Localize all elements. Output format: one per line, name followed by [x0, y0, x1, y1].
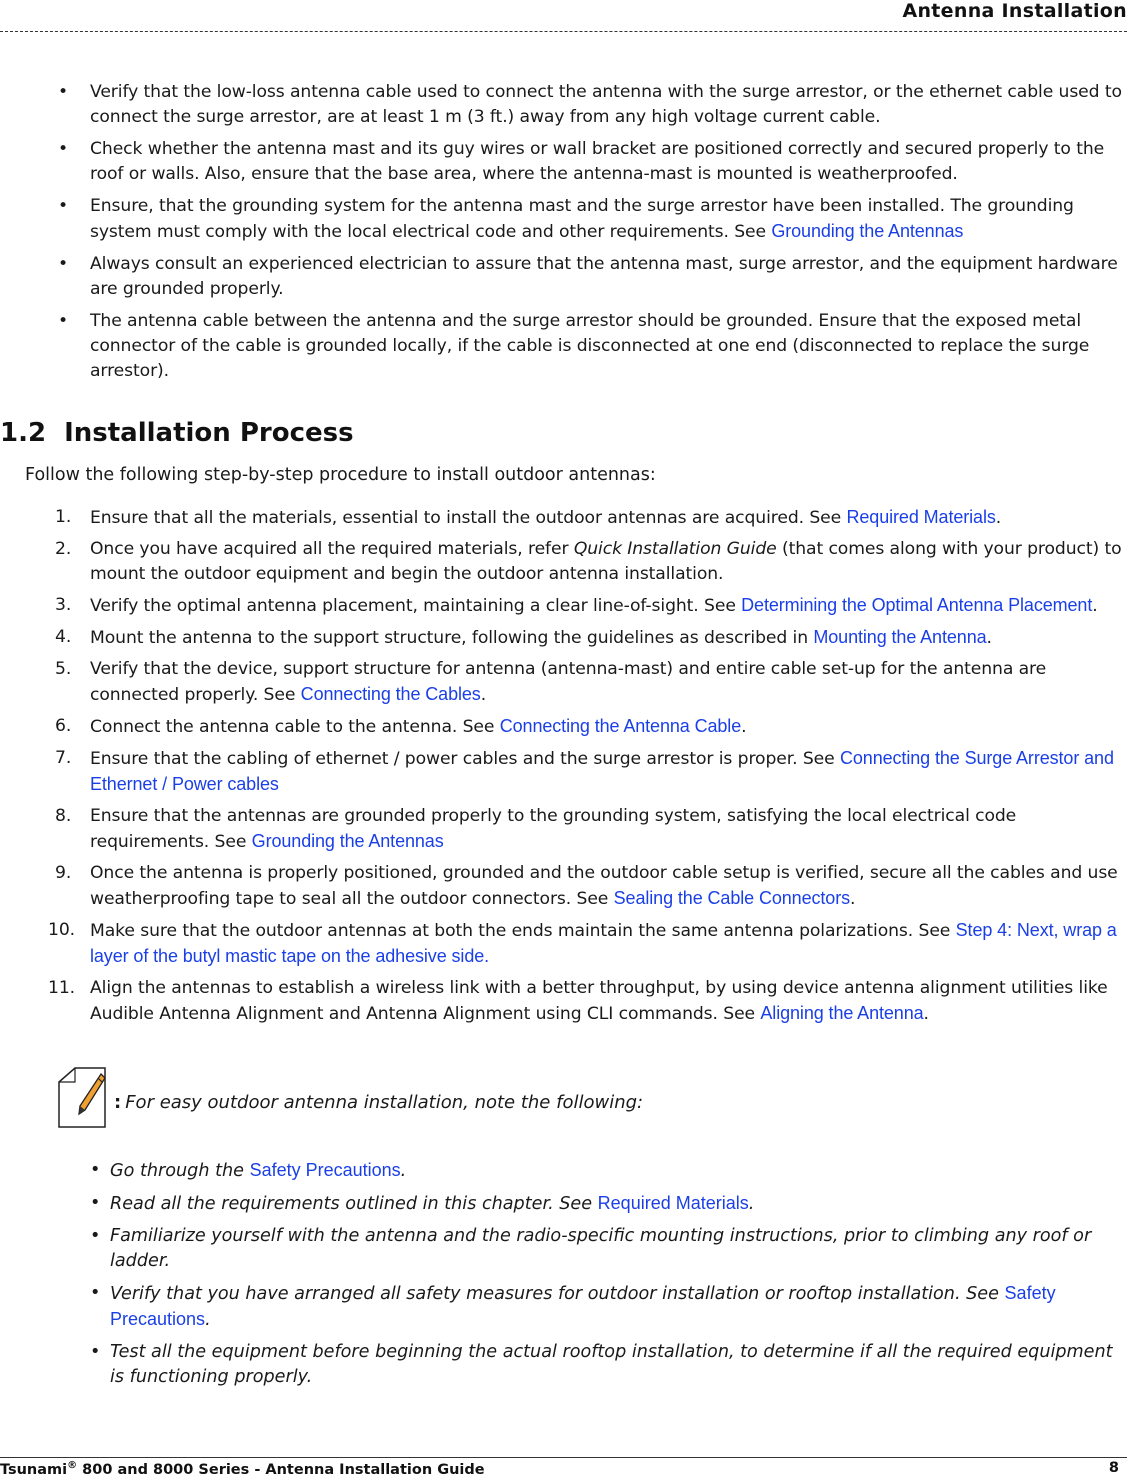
list-item: • Test all the equipment before beginning the actual rooftop installation, to determine if all the required equipment is functioning properly. [90, 1342, 1113, 1387]
precaution-list [58, 80, 1127, 391]
list-item: • The antenna cable between the antenna and the surge arrestor should be grounded. Ensure that the exposed metal connector of the cable is grounded locally, if the cable is disconnected at one end (disconnected to replace the surge arrestor). [58, 311, 1090, 381]
list-item: • Check whether the antenna mast and its guy wires or wall bracket are positioned correctly and secured properly to the roof or walls. Also, ensure that the base area, where the antenna-mast is mounted is weatherproofed. [58, 139, 1105, 184]
step-item: 7. Ensure that the cabling of ethernet / power cables and the surge arrestor is proper. See Connecting the Surge Arrestor and Ethernet / Power cables [55, 748, 1114, 794]
link-connecting-cables[interactable]: Connecting the Cables [300, 684, 481, 704]
step-item: 4. Mount the antenna to the support structure, following the guidelines as described in Mounting the Antenna. [55, 627, 992, 648]
page-number: 8 [1108, 1460, 1119, 1476]
bullet-icon: • [90, 1193, 101, 1213]
step-item: 2. Once you have acquired all the required materials, refer Quick Installation Guide (that comes along with your product) to mount the outdoor equipment and begin the outdoor antenna installation. [55, 539, 1122, 584]
bullet-icon: • [58, 311, 69, 331]
link-sealing-connectors[interactable]: Sealing the Cable Connectors [613, 888, 850, 908]
step-item: 8. Ensure that the antennas are grounded properly to the grounding system, satisfying the local electrical code requirements. See Grounding the Antennas [55, 806, 1017, 852]
step-item: 11. Align the antennas to establish a wireless link with a better throughput, by using device antenna alignment utilities like Audible Antenna Alignment and Antenna Alignment using CLI commands. See Aligning the Antenna. [48, 978, 1108, 1024]
bullet-icon: • [58, 254, 69, 274]
link-surge-arrestor[interactable]: Connecting the Surge Arrestor and Ethernet / Power cables [90, 748, 1114, 794]
link-antenna-cable[interactable]: Connecting the Antenna Cable [499, 716, 742, 736]
page-footer [0, 1460, 1119, 1478]
list-item: • Verify that you have arranged all safety measures for outdoor installation or rooftop installation. See Safety Precautions. [90, 1283, 1056, 1330]
running-header: Antenna Installation [902, 0, 1127, 22]
link-grounding-antennas[interactable]: Grounding the Antennas [251, 831, 444, 851]
step-item: 3. Verify the optimal antenna placement, maintaining a clear line-of-sight. See Determining the Optimal Antenna Placement. [55, 595, 1098, 616]
note-text: : For easy outdoor antenna installation, note the following: [114, 1092, 644, 1113]
bullet-icon: • [58, 82, 69, 102]
step-item: 5. Verify that the device, support structure for antenna (antenna-mast) and entire cable set-up for the antenna are connected properly. See Connecting the Cables. [55, 659, 1047, 705]
list-item: • Read all the requirements outlined in this chapter. See Required Materials. [90, 1193, 755, 1214]
step-item: 1. Ensure that all the materials, essential to install the outdoor antennas are acquired. See Required Materials. [55, 507, 1002, 528]
list-item: • Go through the Safety Precautions. [90, 1160, 407, 1181]
guide-title: Quick Installation Guide [573, 539, 777, 559]
note-list [90, 1158, 1127, 1397]
bullet-icon: • [58, 196, 69, 216]
section-heading [0, 418, 354, 448]
link-optimal-placement[interactable]: Determining the Optimal Antenna Placement [741, 595, 1093, 615]
link-required-materials[interactable]: Required Materials [846, 507, 996, 527]
step-item: 9. Once the antenna is properly positioned, grounded and the outdoor cable setup is verified, secure all the cables and use weatherproofing tape to seal all the outdoor connectors. See Sealing the Cable Connectors. [55, 863, 1118, 909]
link-butyl-tape-step[interactable]: Step 4: Next, wrap a layer of the butyl mastic tape on the adhesive side. [90, 920, 1117, 966]
link-safety-precautions[interactable]: Safety Precautions [249, 1160, 401, 1180]
pencil-note-icon [57, 1066, 107, 1128]
step-item: 6. Connect the antenna cable to the antenna. See Connecting the Antenna Cable. [55, 716, 747, 737]
bullet-icon: • [58, 139, 69, 159]
list-item: • Ensure, that the grounding system for the antenna mast and the surge arrestor have been installed. The grounding system must comply with the local electrical code and other requirements. See Grounding the Antennas [58, 196, 1074, 242]
bullet-icon: • [90, 1283, 101, 1303]
section-title: Installation Process [64, 418, 354, 448]
bullet-icon: • [90, 1160, 101, 1180]
header-rule [0, 31, 1127, 32]
installation-steps [48, 505, 1127, 1033]
link-aligning-antenna[interactable]: Aligning the Antenna [760, 1003, 924, 1023]
list-item: • Always consult an experienced electrician to assure that the antenna mast, surge arrestor, and the equipment hardware are grounded properly. [58, 254, 1118, 299]
list-item: • Familiarize yourself with the antenna and the radio-specific mounting instructions, prior to climbing any roof or ladder. [90, 1226, 1092, 1271]
link-mounting-antenna[interactable]: Mounting the Antenna [813, 627, 987, 647]
link-grounding-antennas[interactable]: Grounding the Antennas [771, 221, 964, 241]
step-item: 10. Make sure that the outdoor antennas at both the ends maintain the same antenna polarizations. See Step 4: Next, wrap a layer of the butyl mastic tape on the adhesive side. [48, 920, 1117, 966]
footer-title: Tsunami® 800 and 8000 Series - Antenna Installation Guide [0, 1460, 485, 1478]
bullet-icon: • [90, 1226, 101, 1246]
list-item: • Verify that the low-loss antenna cable used to connect the antenna with the surge arrestor, or the ethernet cable used to connect the surge arrestor, are at least 1 m (3 ft.) away from any high voltage current cable. [58, 82, 1122, 127]
link-safety-precautions[interactable]: Safety Precautions [110, 1283, 1056, 1329]
intro-text: Follow the following step-by-step procedure to install outdoor antennas: [25, 465, 656, 485]
footer-rule [0, 1457, 1127, 1458]
link-required-materials[interactable]: Required Materials [597, 1193, 749, 1213]
bullet-icon: • [90, 1342, 101, 1362]
section-number: 1.2 [0, 418, 47, 448]
